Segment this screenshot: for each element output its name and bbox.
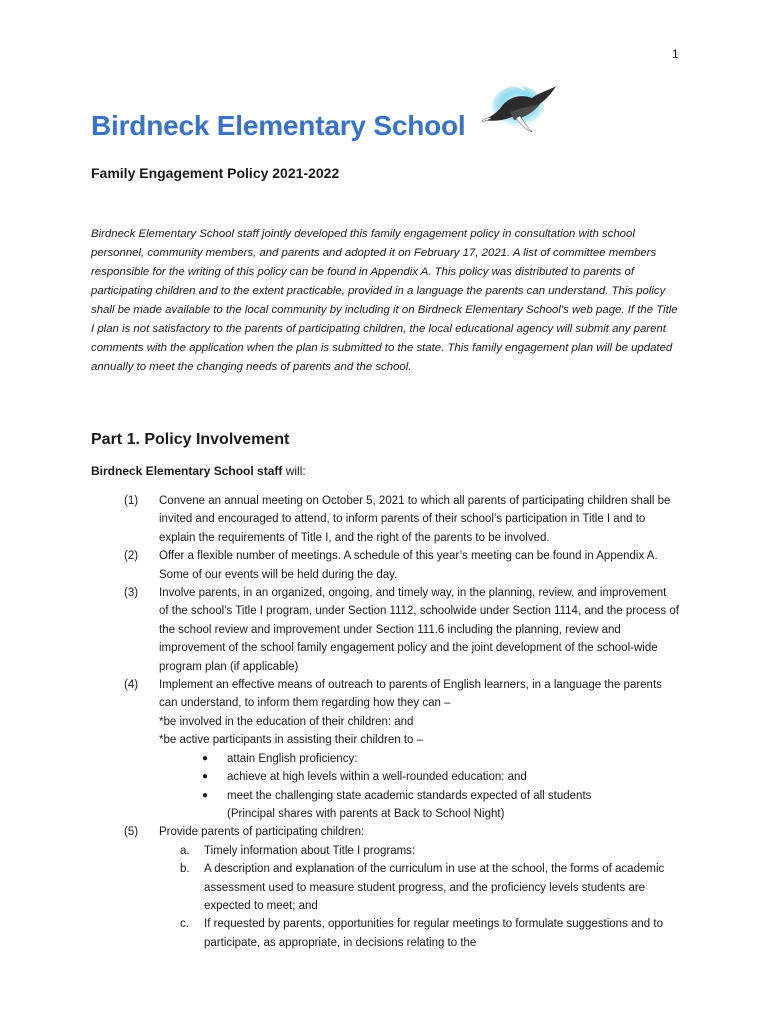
lettered-item-text: If requested by parents, opportunities for regular meetings to formulate suggestions and to participate, as appropriate, in decisions relating to the <box>204 918 663 949</box>
lettered-item-text: Timely information about Title I programs: <box>204 844 416 857</box>
bullet-icon: ● <box>202 771 209 783</box>
staff-line-bold: Birdneck Elementary School staff <box>91 464 283 478</box>
bullet-item <box>0 768 677 786</box>
bullet-item <box>0 787 677 805</box>
item-text: Implement an effective means of outreach to parents of English learners, in a language the parents can understand, to inform them regarding how they can – <box>159 679 662 710</box>
policy-subtitle: Family Engagement Policy 2021-2022 <box>91 165 340 181</box>
intro-paragraph: Birdneck Elementary School staff jointly developed this family engagement policy in consultation with school personnel, community members, and parents and adopted it on February 17, 2021. A list of committee members responsible for the writing of this policy can be found in Appendix A. This policy was distributed to parents of participating children and to the extent practicable, provided in a language the parents can understand. This policy shall be made available to the local community by including it on Birdneck Elementary School’s web page. If the Title I plan is not satisfactory to the parents of participating children, the local educational agency will submit any parent comments with the application when the plan is submitted to the state. This family engagement plan will be updated annually to meet the changing needs of parents and the school. <box>91 228 678 373</box>
eagle-logo-icon <box>480 82 558 140</box>
page-number: 1 <box>672 47 679 61</box>
item-number: (5) <box>124 826 139 839</box>
list-item <box>0 547 679 584</box>
bullet-note: (Principal shares with parents at Back to School Night) <box>227 807 505 820</box>
item-text: Involve parents, in an organized, ongoing, and timely way, in the planning, review, and improvement of the school’s Title I program, under Section 1112, schoolwide under Section 1114, and the process of the school review and improvement under Section 111.6 including the planning, review and improvement of the school family engagement policy and the joint development of the school-wide program plan (if applicable) <box>159 587 679 673</box>
lettered-item-text: A description and explanation of the curriculum in use at the school, the forms of academic assessment used to measure student progress, and the proficiency levels students are expected to meet; and <box>204 863 665 912</box>
bullet-text: attain English proficiency: <box>227 752 358 765</box>
item-subline: *be active participants in assisting their children to – <box>159 734 424 747</box>
bullet-item <box>0 750 677 768</box>
bullet-icon: ● <box>202 752 209 764</box>
item-letter: a. <box>180 844 190 857</box>
lettered-item <box>0 842 680 860</box>
bullet-text: achieve at high levels within a well-rounded education: and <box>227 771 527 784</box>
lettered-item <box>0 915 680 952</box>
item-letter: b. <box>180 863 190 876</box>
item-text: Offer a flexible number of meetings. A schedule of this year’s meeting can be found in Appendix A. Some of our events will be held during the day. <box>159 550 658 581</box>
bullet-icon: ● <box>202 789 209 801</box>
item-text: Provide parents of participating children: <box>159 826 365 839</box>
staff-line <box>91 464 306 478</box>
item-number: (1) <box>124 495 139 507</box>
part-1-heading: Part 1. Policy Involvement <box>91 431 290 448</box>
bullet-text: meet the challenging state academic standards expected of all students <box>227 789 592 802</box>
item-number: (3) <box>124 587 139 600</box>
item-subline: *be involved in the education of their children: and <box>159 715 414 728</box>
list-item <box>0 823 679 841</box>
item-letter: c. <box>180 918 189 931</box>
staff-line-rest: will: <box>282 464 306 478</box>
list-item <box>0 492 679 547</box>
item-number: (4) <box>124 679 139 692</box>
list-item <box>0 584 679 676</box>
item-text: Convene an annual meeting on October 5, 2021 to which all parents of participating children shall be invited and encouraged to attend, to inform parents of their school’s participation in Title I and to explain the requirements of Title I, and the right of the parents to be involved. <box>159 495 671 544</box>
policy-items-list <box>0 492 770 952</box>
lettered-item <box>0 860 680 915</box>
school-title: Birdneck Elementary School <box>91 110 466 141</box>
list-item <box>0 676 679 750</box>
item-number: (2) <box>124 550 139 563</box>
